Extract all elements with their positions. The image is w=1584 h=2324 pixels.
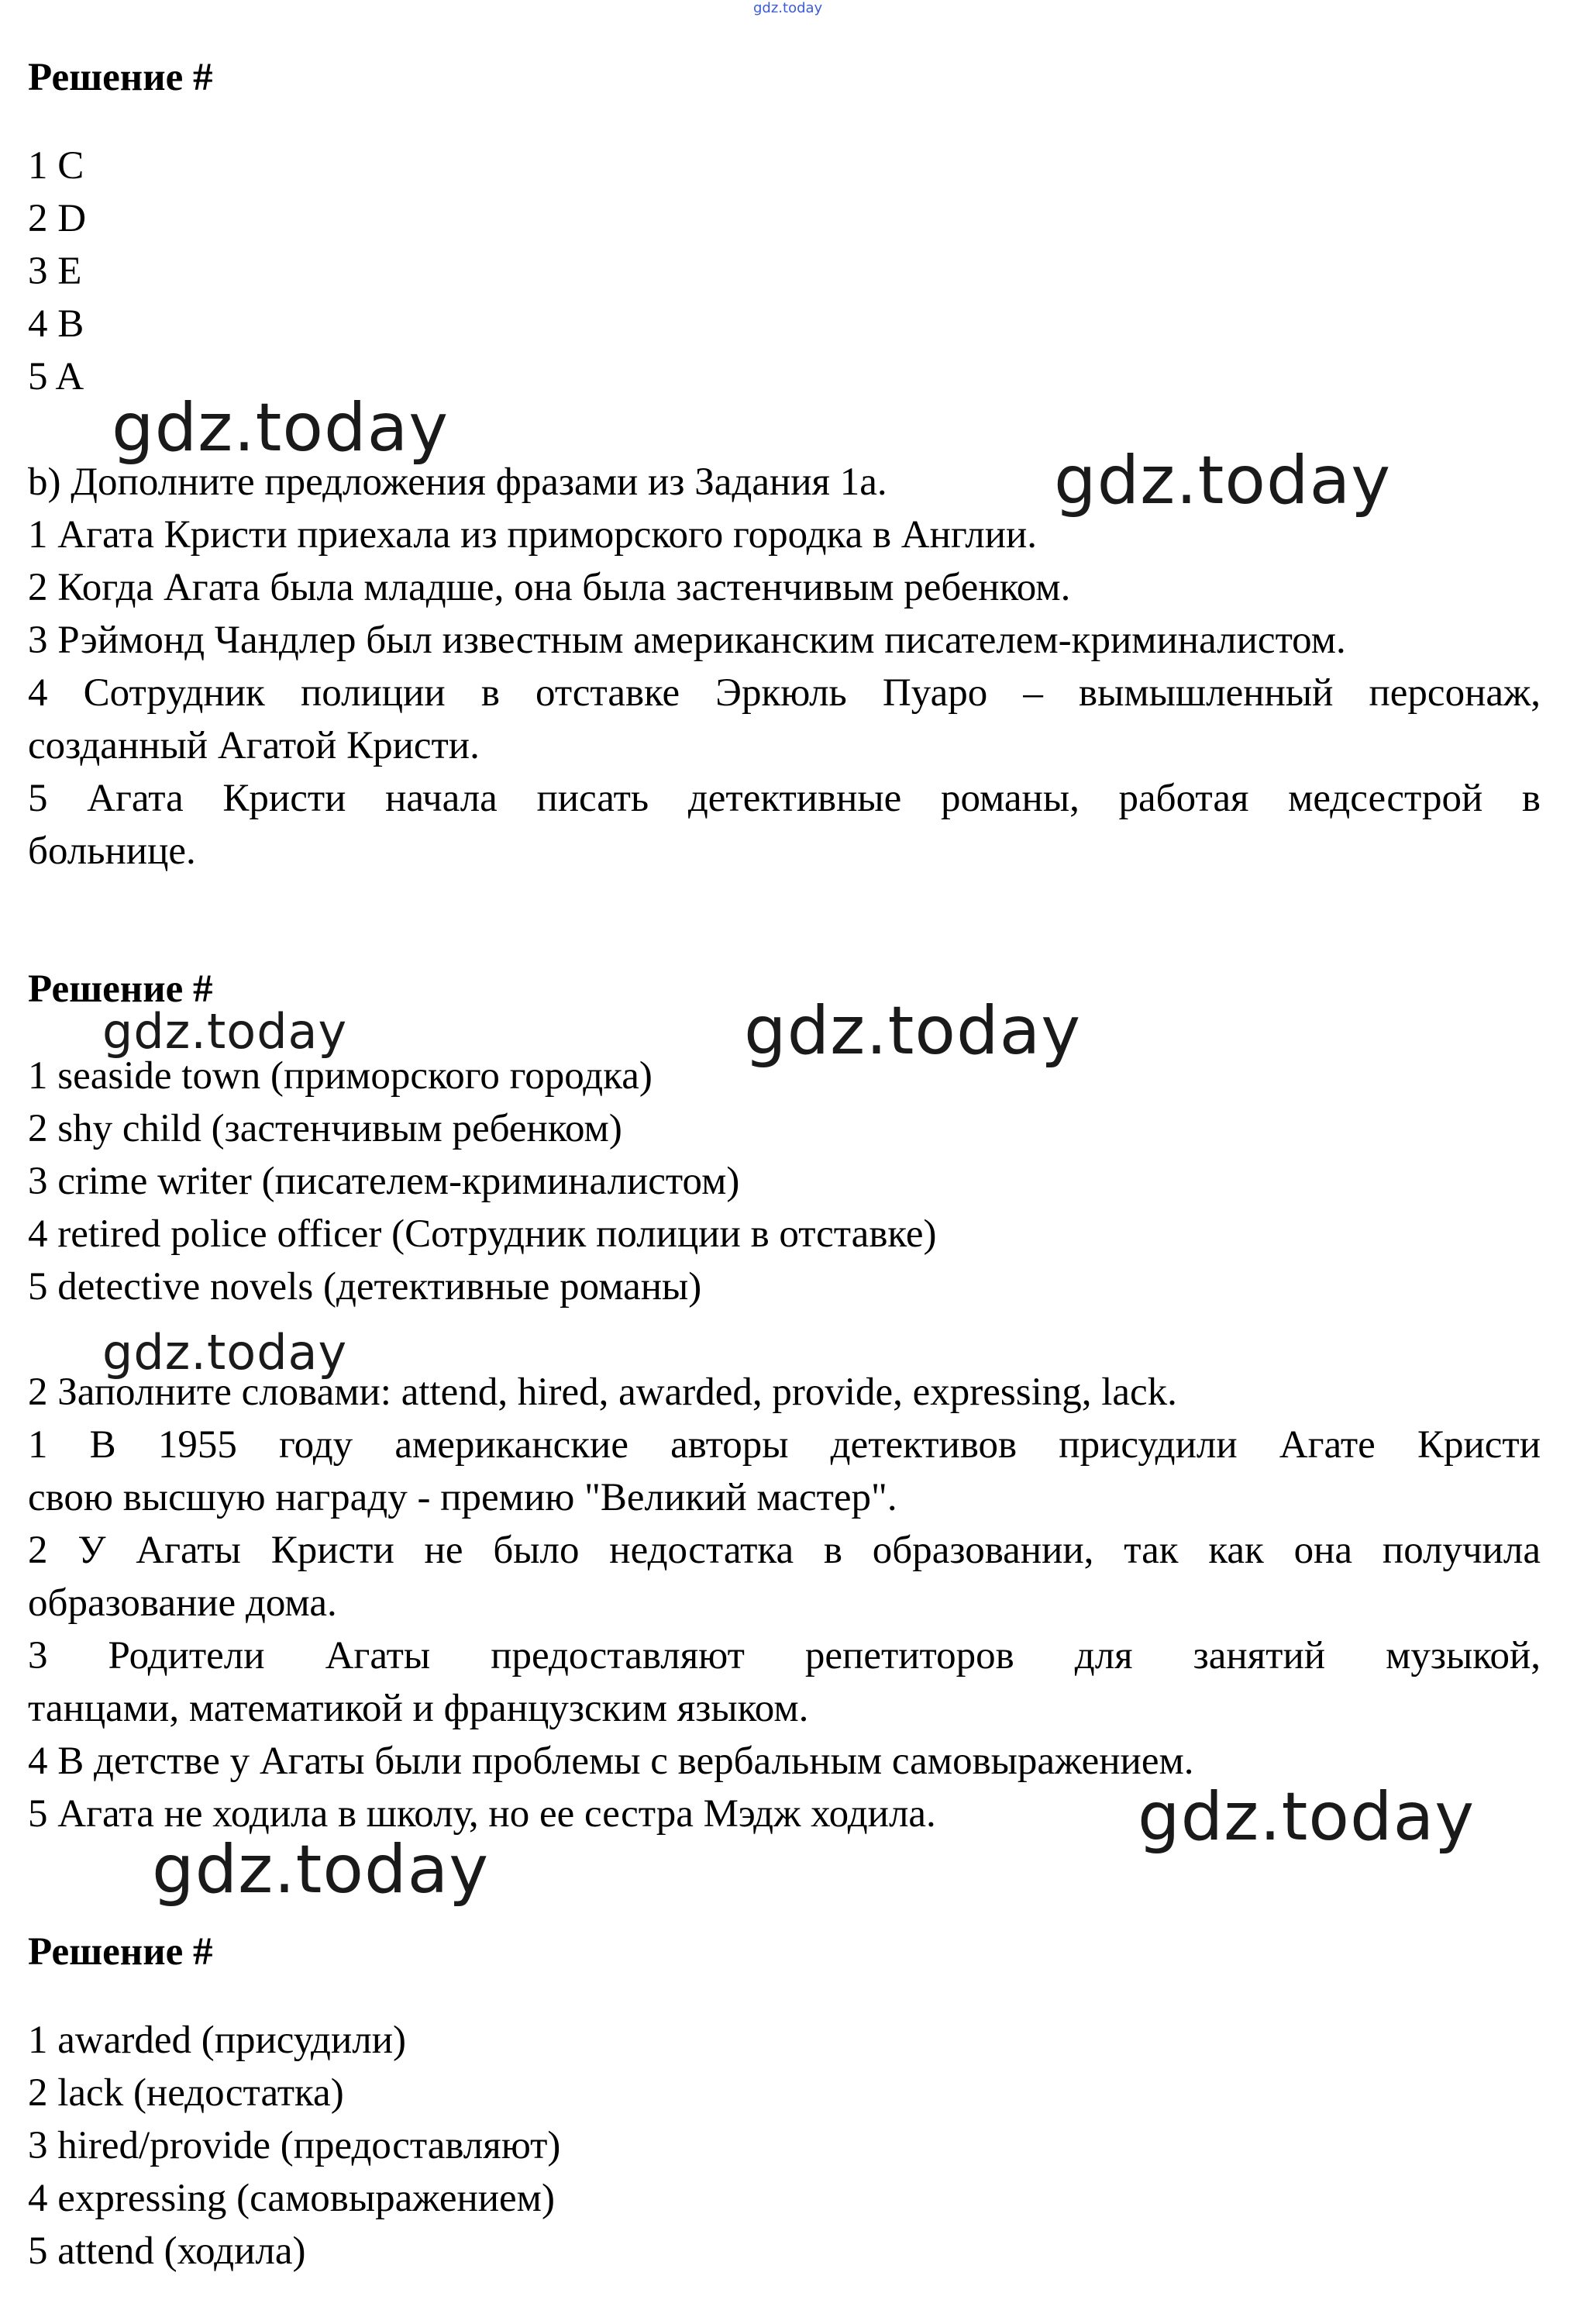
answer-line: 1 awarded (присудили) xyxy=(28,2019,407,2062)
sentence-line: созданный Агатой Кристи. xyxy=(28,724,480,767)
watermark-logo: gdz.today xyxy=(112,389,449,467)
answer-line: 2 D xyxy=(28,197,87,240)
answer-line: 4 retired police officer (Сотрудник полиции в отставке) xyxy=(28,1212,937,1256)
task-2-title: 2 Заполните словами: attend, hired, awarded, provide, expressing, lack. xyxy=(28,1371,1177,1414)
watermark-logo: gdz.today xyxy=(102,1324,348,1381)
sentence-line: 5 Агата Кристи начала писать детективные романы, работая медсестрой в xyxy=(28,777,1541,820)
watermark-logo: gdz.today xyxy=(1138,1778,1476,1856)
answer-line: 2 lack (недостатка) xyxy=(28,2071,344,2115)
sentence-line: 4 Сотрудник полиции в отставке Эркюль Пуаро – вымышленный персонаж, xyxy=(28,671,1541,715)
answer-line: 5 detective novels (детективные романы) xyxy=(28,1265,702,1309)
sentence-line: 2 Когда Агата была младше, она была застенчивым ребенком. xyxy=(28,566,1071,609)
answer-line: 1 C xyxy=(28,144,84,188)
sentence-line: 4 В детстве у Агаты были проблемы с вербальным самовыражением. xyxy=(28,1740,1194,1783)
solution-heading-1: Решение # xyxy=(28,56,213,99)
answer-line: 3 E xyxy=(28,250,82,293)
sentence-line: 1 В 1955 году американские авторы детективов присудили Агате Кристи xyxy=(28,1423,1541,1467)
answer-line: 3 crime writer (писателем-криминалистом) xyxy=(28,1160,740,1203)
answer-line: 2 shy child (застенчивым ребенком) xyxy=(28,1107,622,1150)
sentence-line: 2 У Агаты Кристи не было недостатка в образовании, так как она получила xyxy=(28,1529,1541,1572)
sentence-line: 5 Агата не ходила в школу, но ее сестра Мэдж ходила. xyxy=(28,1792,936,1836)
answer-line: 1 seaside town (приморского городка) xyxy=(28,1054,653,1098)
watermark-logo: gdz.today xyxy=(152,1831,490,1909)
solution-heading-2: Решение # xyxy=(28,967,213,1011)
sentence-line: образование дома. xyxy=(28,1581,337,1625)
answer-line: 5 attend (ходила) xyxy=(28,2229,306,2273)
watermark-logo: gdz.today xyxy=(1054,442,1392,519)
solution-heading-3: Решение # xyxy=(28,1930,213,1974)
sentence-line: танцами, математикой и французским языком. xyxy=(28,1687,809,1730)
answer-line: 5 A xyxy=(28,355,84,398)
watermark-logo: gdz.today xyxy=(102,1003,348,1060)
sentence-line: 1 Агата Кристи приехала из приморского городка в Англии. xyxy=(28,513,1038,557)
answer-line: 4 B xyxy=(28,302,84,346)
task-b-title: b) Дополните предложения фразами из Задания 1a. xyxy=(28,460,887,504)
sentence-line: больнице. xyxy=(28,829,196,873)
sentence-line: 3 Рэймонд Чандлер был известным американским писателем-криминалистом. xyxy=(28,619,1346,662)
answer-line: 3 hired/provide (предоставляют) xyxy=(28,2124,561,2167)
sentence-line: 3 Родители Агаты предоставляют репетиторов для занятий музыкой, xyxy=(28,1634,1541,1677)
sentence-line: свою высшую награду - премию "Великий мастер". xyxy=(28,1476,897,1519)
answer-line: 4 expressing (самовыражением) xyxy=(28,2177,555,2220)
watermark-logo: gdz.today xyxy=(744,992,1082,1070)
top-watermark: gdz.today xyxy=(753,0,823,16)
